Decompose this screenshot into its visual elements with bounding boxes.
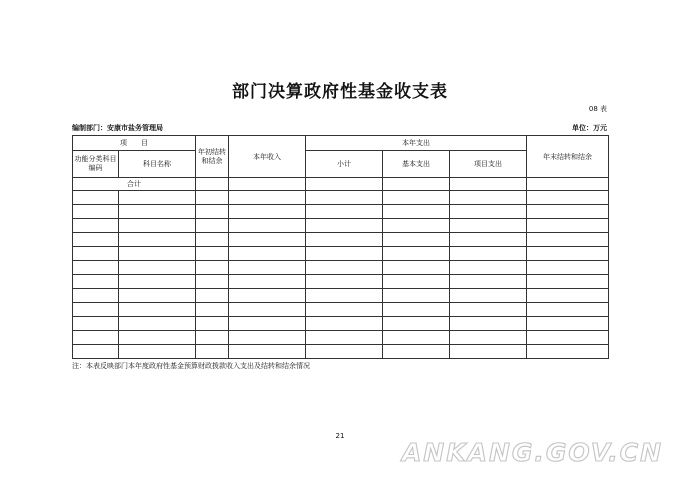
table-cell <box>450 317 527 331</box>
table-cell <box>383 331 450 345</box>
table-cell <box>450 345 527 359</box>
table-cell <box>119 191 196 205</box>
header-func-code: 功能分类科目编码 <box>73 151 119 178</box>
header-subject-name: 科目名称 <box>119 151 196 178</box>
table-cell <box>73 191 119 205</box>
table-cell <box>450 289 527 303</box>
table-cell <box>229 261 306 275</box>
table-cell <box>119 247 196 261</box>
table-cell <box>229 275 306 289</box>
table-cell <box>527 317 609 331</box>
table-cell <box>383 233 450 247</box>
table-row <box>73 205 609 219</box>
watermark-text: ANKANG.GOV.CN <box>401 438 663 465</box>
table-cell <box>119 331 196 345</box>
table-cell <box>229 219 306 233</box>
table-cell <box>119 219 196 233</box>
table-cell <box>527 303 609 317</box>
table-cell <box>527 247 609 261</box>
table-cell <box>196 233 229 247</box>
table-cell <box>73 331 119 345</box>
table-cell <box>196 303 229 317</box>
table-row <box>73 219 609 233</box>
page-number: 21 <box>335 432 345 440</box>
table-cell <box>306 219 383 233</box>
table-cell <box>73 345 119 359</box>
table-row <box>73 233 609 247</box>
table-row <box>73 275 609 289</box>
table-cell <box>119 317 196 331</box>
table-cell <box>306 317 383 331</box>
table-cell <box>450 275 527 289</box>
table-cell <box>527 289 609 303</box>
table-cell <box>306 178 383 191</box>
table-cell <box>229 303 306 317</box>
table-row <box>73 191 609 205</box>
table-cell <box>306 261 383 275</box>
table-row <box>73 345 609 359</box>
table-cell <box>527 331 609 345</box>
table-cell <box>229 289 306 303</box>
table-cell <box>383 275 450 289</box>
table-cell <box>527 345 609 359</box>
table-cell <box>196 275 229 289</box>
table-cell <box>73 219 119 233</box>
header-project-expense: 项目支出 <box>450 151 527 178</box>
table-cell <box>306 289 383 303</box>
table-cell <box>306 345 383 359</box>
table-cell <box>73 317 119 331</box>
table-cell <box>450 331 527 345</box>
table-cell <box>229 247 306 261</box>
table-cell <box>383 247 450 261</box>
table-cell <box>119 303 196 317</box>
table-row <box>73 331 609 345</box>
table-cell <box>196 331 229 345</box>
table-cell <box>196 345 229 359</box>
table-cell <box>119 275 196 289</box>
table-row <box>73 317 609 331</box>
unit-label: 单位：万元 <box>572 124 607 132</box>
header-subtotal: 小计 <box>306 151 383 178</box>
header-income: 本年收入 <box>229 136 306 178</box>
table-cell <box>196 261 229 275</box>
table-cell <box>450 303 527 317</box>
table-cell <box>527 275 609 289</box>
table-cell <box>229 345 306 359</box>
table-cell <box>229 205 306 219</box>
table-cell <box>450 205 527 219</box>
table-cell <box>119 261 196 275</box>
table-cell <box>383 261 450 275</box>
table-cell <box>196 289 229 303</box>
table-note: 注：本表反映部门本年度政府性基金预算财政拨款收入支出及结转和结余情况 <box>72 362 310 370</box>
table-cell <box>196 205 229 219</box>
table-cell <box>383 219 450 233</box>
table-cell <box>73 303 119 317</box>
table-cell <box>527 233 609 247</box>
table-cell <box>383 191 450 205</box>
table-cell <box>73 247 119 261</box>
compiling-department: 编制部门：安康市盐务管理局 <box>72 124 163 132</box>
table-cell <box>450 261 527 275</box>
fund-table <box>72 135 609 359</box>
header-expense-group: 本年支出 <box>306 136 527 151</box>
total-label: 合计 <box>73 178 196 191</box>
table-row <box>73 303 609 317</box>
table-cell <box>383 303 450 317</box>
table-cell <box>73 261 119 275</box>
table-number: 08 表 <box>588 105 607 113</box>
table-cell <box>306 247 383 261</box>
table-cell <box>196 191 229 205</box>
table-cell <box>527 261 609 275</box>
total-row <box>73 178 609 191</box>
table-cell <box>229 178 306 191</box>
table-cell <box>527 219 609 233</box>
table-row <box>73 261 609 275</box>
table-cell <box>229 233 306 247</box>
table-cell <box>450 233 527 247</box>
table-cell <box>306 233 383 247</box>
table-cell <box>196 317 229 331</box>
table-cell <box>119 345 196 359</box>
watermark-logo <box>395 435 665 465</box>
table-cell <box>196 247 229 261</box>
table-cell <box>73 275 119 289</box>
table-cell <box>119 289 196 303</box>
table-cell <box>306 275 383 289</box>
table-cell <box>450 219 527 233</box>
table-cell <box>229 317 306 331</box>
table-cell <box>383 205 450 219</box>
table-cell <box>450 178 527 191</box>
table-cell <box>450 247 527 261</box>
table-cell <box>306 331 383 345</box>
table-cell <box>73 289 119 303</box>
table-cell <box>450 191 527 205</box>
table-row <box>73 247 609 261</box>
header-basic: 基本支出 <box>383 151 450 178</box>
table-cell <box>383 317 450 331</box>
table-cell <box>73 205 119 219</box>
table-row <box>73 289 609 303</box>
header-begin-balance: 年初结转和结余 <box>196 136 229 178</box>
table-cell <box>119 205 196 219</box>
table-cell <box>229 331 306 345</box>
table-cell <box>383 178 450 191</box>
header-end-balance: 年末结转和结余 <box>527 136 609 178</box>
table-cell <box>383 289 450 303</box>
table-cell <box>196 219 229 233</box>
table-cell <box>196 178 229 191</box>
table-cell <box>383 345 450 359</box>
table-cell <box>527 191 609 205</box>
table-cell <box>306 205 383 219</box>
table-cell <box>306 303 383 317</box>
table-cell <box>229 191 306 205</box>
table-cell <box>73 233 119 247</box>
document-title: 部门决算政府性基金收支表 <box>232 82 448 102</box>
table-cell <box>306 191 383 205</box>
table-cell <box>527 178 609 191</box>
table-cell <box>119 233 196 247</box>
header-project: 项 目 <box>73 136 196 151</box>
table-cell <box>527 205 609 219</box>
